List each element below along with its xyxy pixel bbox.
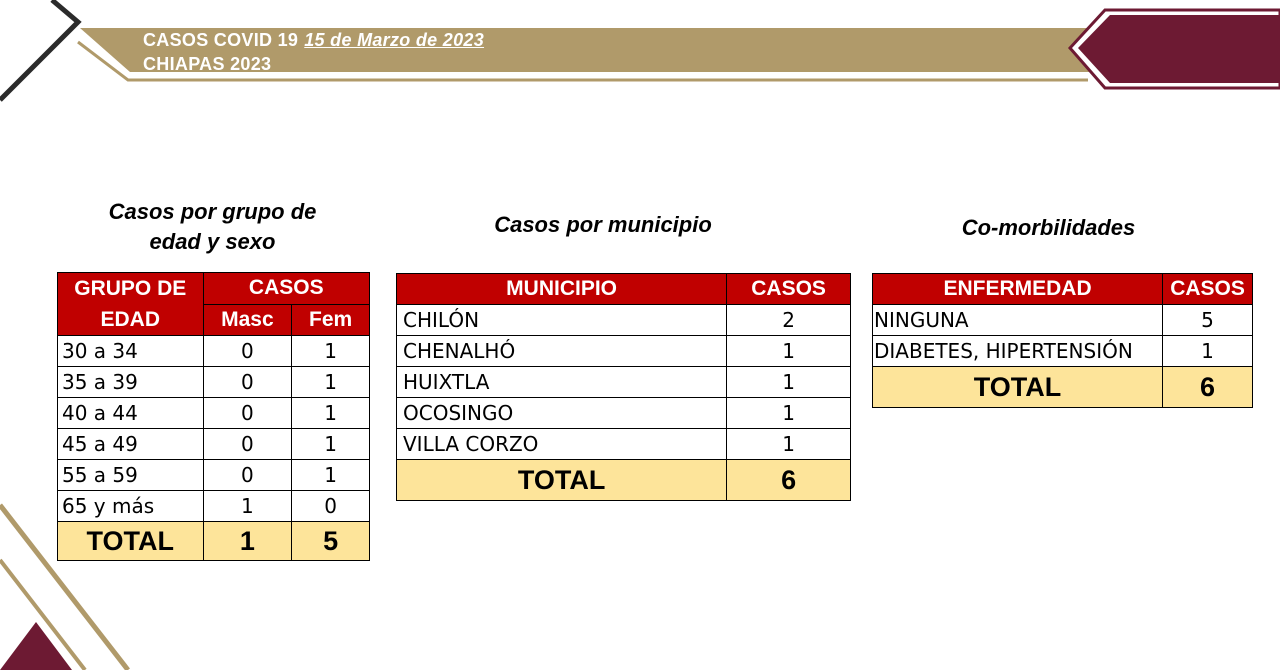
municipio-cases-cell: 2	[727, 305, 851, 336]
age-group-cell: 30 a 34	[58, 336, 204, 367]
table-row	[58, 336, 370, 367]
header-date: 15 de Marzo de 2023	[304, 30, 485, 50]
fem-cell: 1	[292, 398, 370, 429]
table-row	[397, 305, 851, 336]
masc-cell: 1	[203, 491, 292, 522]
municipio-cases-cell: 1	[727, 367, 851, 398]
municipio-cases-cell: 1	[727, 429, 851, 460]
age-sex-table	[57, 272, 370, 561]
disease-cases-cell: 1	[1163, 336, 1253, 367]
col-header-disease: ENFERMEDAD	[873, 274, 1163, 305]
total-label: TOTAL	[397, 460, 727, 501]
total-masc: 1	[203, 522, 292, 561]
fem-cell: 1	[292, 367, 370, 398]
top-left-chevron-line	[0, 0, 78, 100]
col-header-cases: CASOS	[203, 273, 369, 305]
table-row	[58, 367, 370, 398]
bottom-left-maroon-triangle	[0, 622, 72, 670]
total-row	[58, 522, 370, 561]
fem-cell: 1	[292, 429, 370, 460]
disease-name-cell: DIABETES, HIPERTENSIÓN	[873, 336, 1163, 367]
total-fem: 5	[292, 522, 370, 561]
age-group-cell: 65 y más	[58, 491, 204, 522]
total-label: TOTAL	[58, 522, 204, 561]
header-text	[143, 28, 484, 76]
comorbidities-table	[872, 273, 1253, 408]
municipio-cases-cell: 1	[727, 398, 851, 429]
age-group-cell: 40 a 44	[58, 398, 204, 429]
masc-cell: 0	[203, 429, 292, 460]
total-row	[397, 460, 851, 501]
header-title-line	[143, 28, 484, 52]
table-row	[397, 398, 851, 429]
fem-cell: 0	[292, 491, 370, 522]
masc-cell: 0	[203, 398, 292, 429]
age-group-cell: 45 a 49	[58, 429, 204, 460]
table-row	[397, 336, 851, 367]
table-row	[873, 336, 1253, 367]
table-row	[58, 491, 370, 522]
header-maroon-badge	[1078, 15, 1280, 83]
masc-cell: 0	[203, 336, 292, 367]
disease-cases-cell: 5	[1163, 305, 1253, 336]
fem-cell: 1	[292, 460, 370, 491]
total-value: 6	[1163, 367, 1253, 408]
comorb-section-title: Co-morbilidades	[961, 215, 1136, 240]
col-header-cases: CASOS	[727, 274, 851, 305]
col-header-municipio: MUNICIPIO	[397, 274, 727, 305]
total-value: 6	[727, 460, 851, 501]
municipio-name-cell: VILLA CORZO	[397, 429, 727, 460]
disease-name-cell: NINGUNA	[873, 305, 1163, 336]
col-header-masc: Masc	[203, 304, 292, 336]
header-subtitle: CHIAPAS 2023	[143, 54, 272, 74]
header-title: CASOS COVID 19	[143, 30, 299, 50]
municipio-cases-cell: 1	[727, 336, 851, 367]
table-row	[58, 429, 370, 460]
municipio-name-cell: OCOSINGO	[397, 398, 727, 429]
municipio-name-cell: HUIXTLA	[397, 367, 727, 398]
table-row	[58, 460, 370, 491]
table-row	[873, 305, 1253, 336]
age-section-title-line2: edad y sexo	[149, 229, 276, 254]
municipio-name-cell: CHENALHÓ	[397, 336, 727, 367]
municipio-section-title: Casos por municipio	[494, 212, 712, 237]
col-header-cases: CASOS	[1163, 274, 1253, 305]
municipio-name-cell: CHILÓN	[397, 305, 727, 336]
masc-cell: 0	[203, 460, 292, 491]
table-row	[397, 367, 851, 398]
col-header-group: GRUPO DE EDAD	[58, 273, 204, 336]
fem-cell: 1	[292, 336, 370, 367]
age-group-cell: 35 a 39	[58, 367, 204, 398]
total-row	[873, 367, 1253, 408]
masc-cell: 0	[203, 367, 292, 398]
age-section-title	[60, 197, 365, 257]
municipio-table	[396, 273, 851, 501]
age-section-title-line1: Casos por grupo de	[108, 199, 317, 224]
table-row	[58, 398, 370, 429]
total-label: TOTAL	[873, 367, 1163, 408]
table-row	[397, 429, 851, 460]
col-header-fem: Fem	[292, 304, 370, 336]
age-group-cell: 55 a 59	[58, 460, 204, 491]
